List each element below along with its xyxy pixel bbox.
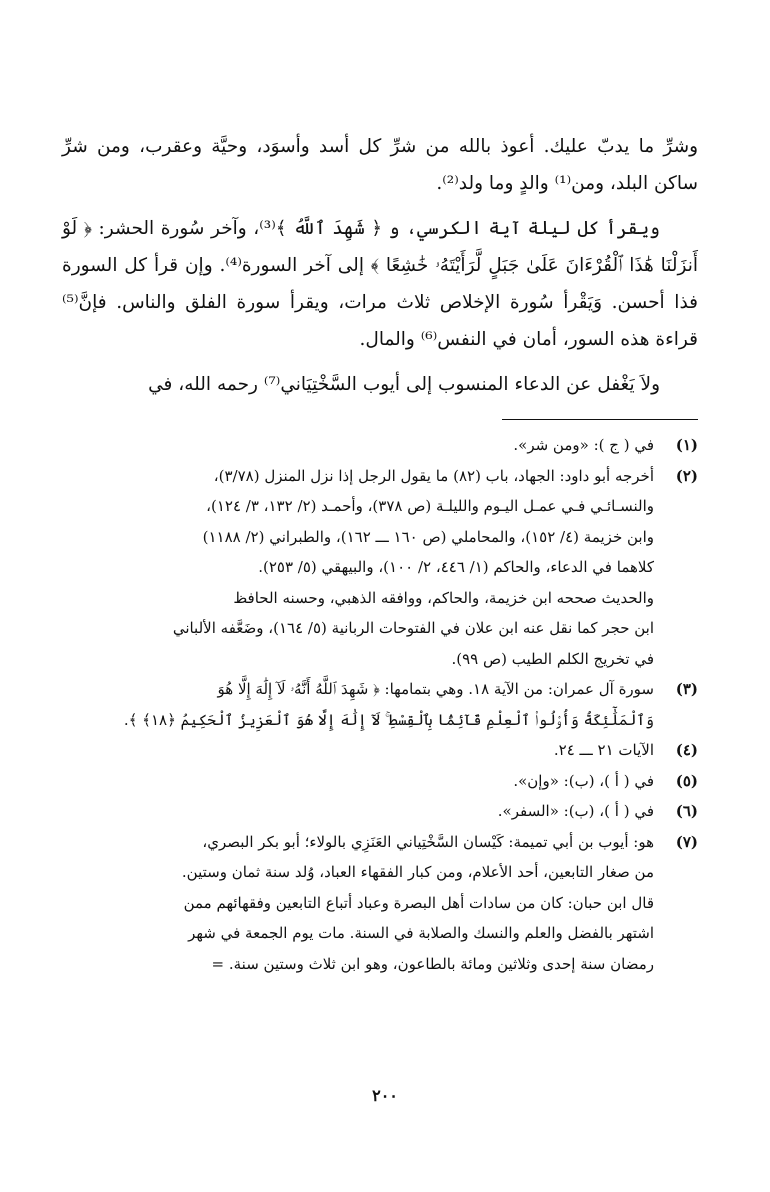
footnote-2 — [62, 461, 698, 675]
main-text — [62, 128, 698, 403]
footnote-text — [62, 766, 654, 797]
footnote-line: وَٱلْمَلَٰٓئِكَةُ وَأُو۟لُوا۟ ٱلْعِلْمِ قَآئِمًۢا بِٱلْقِسْطِ ۚ لَآ إِلَٰهَ إِلَّا هُوَ ٱلْعَزِيزُ ٱلْحَكِيمُ ﴿١٨﴾ ﴾. — [123, 710, 654, 729]
footnote-number: (٧) — [675, 832, 698, 851]
footnote-1 — [62, 430, 698, 461]
footnote-line: أخرجه أبو داود: الجهاد، باب (٨٢) ما يقول الرجل إذا نزل المنزل (٣/٧٨)، — [213, 466, 654, 485]
footnote-3 — [62, 674, 698, 735]
footnote-line: اشتهر بالفضل والعلم والنسك والصلابة في السنة. مات يوم الجمعة في شهر — [188, 924, 654, 942]
footnote-line: في ( أ )، (ب): «السفر». — [497, 802, 654, 820]
footnote-number: (٤) — [675, 741, 698, 759]
footnote-line: قال ابن حبان: كان من سادات أهل البصرة وعباد أتباع التابعين وفقهائهم ممن — [183, 893, 654, 912]
footnote-text — [62, 674, 654, 735]
footnote-line: من صغار التابعين، أحد الأعلام، ومن كبار الفقهاء العباد، وُلد سنة ثمان وستين. — [181, 863, 654, 881]
footnote-text — [62, 461, 654, 675]
footnote-number: (٣) — [675, 680, 698, 698]
footnote-text — [62, 827, 654, 980]
footnote-text — [62, 430, 654, 461]
footnote-number: (١) — [675, 436, 698, 454]
footnote-7 — [62, 827, 698, 980]
footnote-text — [62, 796, 654, 827]
footnote-line: والحديث صححه ابن خزيمة، والحاكم، ووافقه الذهبي، وحسنه الحافظ — [233, 588, 654, 607]
footnote-line: الآيات ٢١ ـــ ٢٤. — [553, 741, 654, 759]
footnote-line: كلاهما في الدعاء، والحاكم (١/ ٤٤٦، ٢/ ١٠٠)، والبيهقي (٥/ ٢٥٣). — [258, 558, 654, 576]
footnote-text — [62, 735, 654, 766]
footnote-line: في ( ج ): «ومن شر». — [513, 436, 654, 454]
footnote-line: والنسـائـي فـي عمـل اليـوم والليلـة (ص ٣٧٨)، وأحمـد (٢/ ١٣٢، ٣/ ١٢٤)، — [206, 497, 654, 515]
footnote-separator — [502, 419, 698, 420]
paragraph-1: وشرِّ ما يدبّ عليك. أعوذ بالله من شرِّ كل أسد وأسوَد، وحيَّة وعقرب، ومن شرِّ ساكن البلد، ومن⁽¹⁾ والدٍ وما ولد⁽²⁾. — [62, 136, 698, 194]
footnote-line: ابن حجر كما نقل عنه ابن علان في الفتوحات الربانية (٥/ ١٦٤)، وضَعَّفه الألباني — [172, 619, 654, 637]
footnotes — [62, 430, 698, 979]
footnote-5 — [62, 766, 698, 797]
footnote-line: سورة آل عمران: من الآية ١٨. وهي بتمامها: ﴿ شَهِدَ ٱللَّهُ أَنَّهُۥ لَآ إِلَٰهَ إِلَّا هُوَ — [217, 680, 654, 698]
footnote-number: (٢) — [675, 466, 698, 485]
paragraph-2: ويقرأ كل ليلة آية الكرسي، و ﴿ شَهِدَ ٱللَّهُ ﴾⁽³⁾، وآخر سُورة الحشر: ﴿ لَوْ أَنزَلْنَا هَٰذَا ٱلْقُرْءَانَ عَلَىٰ جَبَلٍ لَّرَأَيْتَهُۥ خَٰشِعًا ﴾ إلى آخر السورة⁽⁴⁾. وإن قرأ كل السورة فذا أحسن. وَيَقْرأ سُورة الإخلاص ثلاث مرات، ويقرأ سورة الفلق والناس. فإنَّ⁽⁵⁾ قراءة هذه السور، أمان في النفس⁽⁶⁾ والمال. — [62, 218, 698, 350]
footnote-4 — [62, 735, 698, 766]
footnote-number: (٥) — [675, 771, 698, 790]
footnote-line: في ( أ )، (ب): «وإن». — [513, 771, 654, 790]
footnote-line: هو: أيوب بن أبي تميمة: كَيْسان السَّخْتِياني العَنَزِي بالولاء؛ أبو بكر البصري، — [202, 832, 654, 851]
page-number: ٢٠٠ — [372, 1086, 398, 1105]
paragraph-3: ولاَ يَغْفل عن الدعاء المنسوب إلى أيوب السَّخْتِيَاني⁽⁷⁾ رحمه الله، في — [148, 374, 660, 395]
page — [62, 128, 698, 1192]
footnote-line: وابن خزيمة (٤/ ١٥٢)، والمحاملي (ص ١٦٠ ـــ ١٦٢)، والطبراني (٢/ ١١٨٨) — [202, 527, 654, 546]
footnote-number: (٦) — [675, 802, 698, 820]
footnote-line: رمضان سنة إحدى وثلاثين ومائة بالطاعون، وهو ابن ثلاث وستين سنة. = — [211, 954, 654, 973]
footnote-6 — [62, 796, 698, 827]
footnote-line: في تخريج الكلم الطيب (ص ٩٩). — [451, 649, 654, 668]
